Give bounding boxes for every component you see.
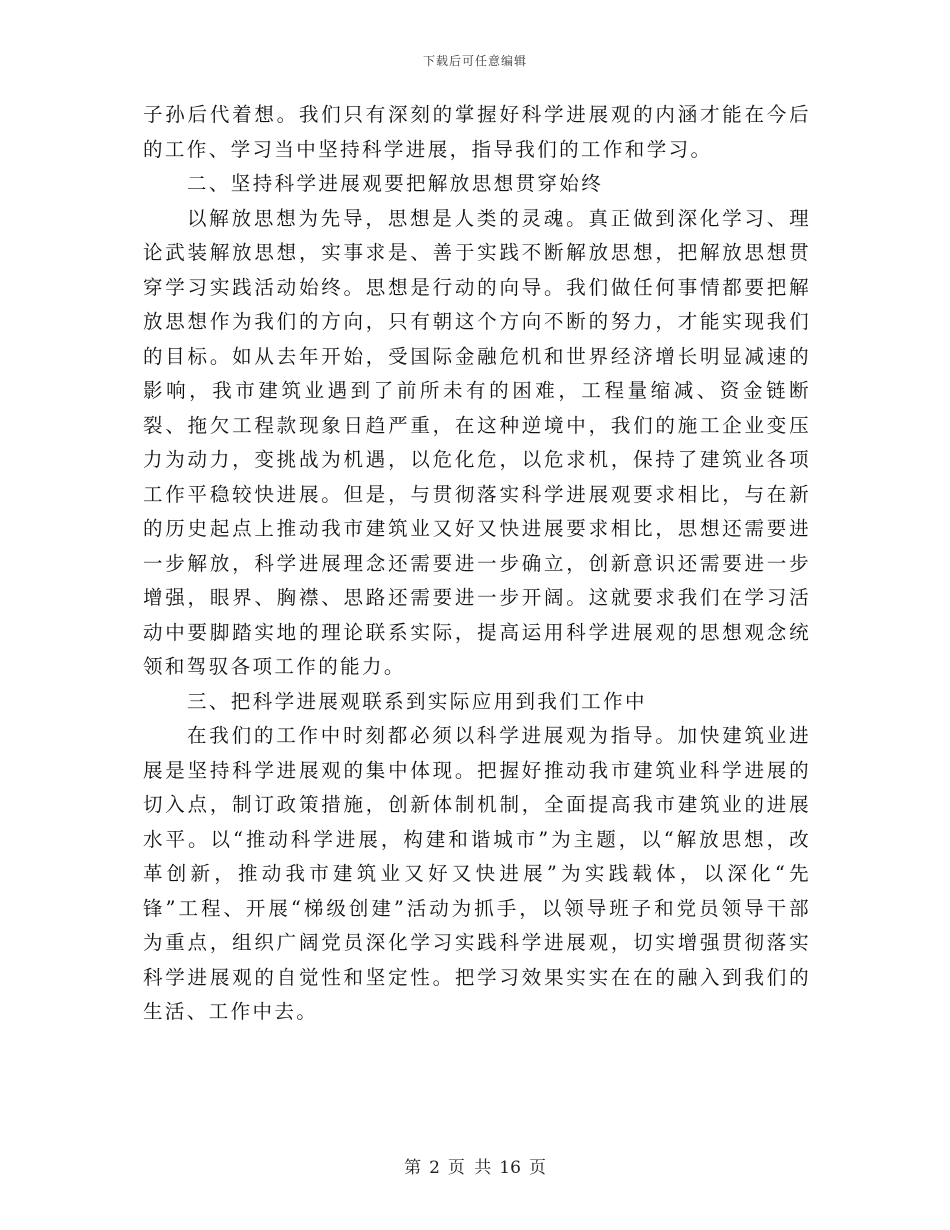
footer-suffix: 页 xyxy=(528,1158,546,1178)
paragraph-continuation: 子孙后代着想。我们只有深刻的掌握好科学进展观的内涵才能在今后的工作、学习当中坚持科学进展，指导我们的工作和学习。 xyxy=(143,103,811,161)
total-page-count: 16 xyxy=(499,1158,521,1178)
page-footer xyxy=(0,1153,950,1178)
section-heading-2: 二、坚持科学进展观要把解放思想贯穿始终 xyxy=(187,172,604,195)
paragraph-apply-to-work: 在我们的工作中时刻都必须以科学进展观为指导。加快建筑业进展是坚持科学进展观的集中体现。把握好推动我市建筑业科学进展的切入点，制订政策措施，创新体制机制，全面提高我市建筑业的进展水平。以“推动科学进展，构建和谐城市”为主题，以“解放思想，改革创新，推动我市建筑业又好又快进展”为实践载体，以深化“先锋”工程、开展“梯级创建”活动为抓手，以领导班子和党员领导干部为重点，组织广阔党员深化学习实践科学进展观，切实增强贯彻落实科学进展观的自觉性和坚定性。把学习效果实实在在的融入到我们的生活、工作中去。 xyxy=(143,724,811,1023)
section-heading-3: 三、把科学进展观联系到实际应用到我们工作中 xyxy=(187,689,647,713)
footer-middle: 页 共 xyxy=(447,1158,492,1178)
footer-prefix: 第 xyxy=(404,1158,422,1178)
page-header: 下载后可任意编辑 xyxy=(422,54,527,68)
current-page-number: 2 xyxy=(429,1158,440,1178)
document-body xyxy=(143,98,811,1030)
paragraph-liberate-thinking: 以解放思想为先导，思想是人类的灵魂。真正做到深化学习、理论武装解放思想，实事求是、善于实践不断解放思想，把解放思想贯穿学习实践活动始终。思想是行动的向导。我们做任何事情都要把解放思想作为我们的方向，只有朝这个方向不断的努力，才能实现我们的目标。如从去年开始，受国际金融危机和世界经济增长明显减速的影响，我市建筑业遇到了前所未有的困难，工程量缩减、资金链断裂、拖欠工程款现象日趋严重，在这种逆境中，我们的施工企业变压力为动力，变挑战为机遇，以危化危，以危求机，保持了建筑业各项工作平稳较快进展。但是，与贯彻落实科学进展观要求相比，与在新的历史起点上推动我市建筑业又好又快进展要求相比，思想还需要进一步解放，科学进展理念还需要进一步确立，创新意识还需要进一步增强，眼界、胸襟、思路还需要进一步开阔。这就要求我们在学习活动中要脚踏实地的理论联系实际，提高运用科学进展观的思想观念统领和驾驭各项工作的能力。 xyxy=(143,206,811,678)
